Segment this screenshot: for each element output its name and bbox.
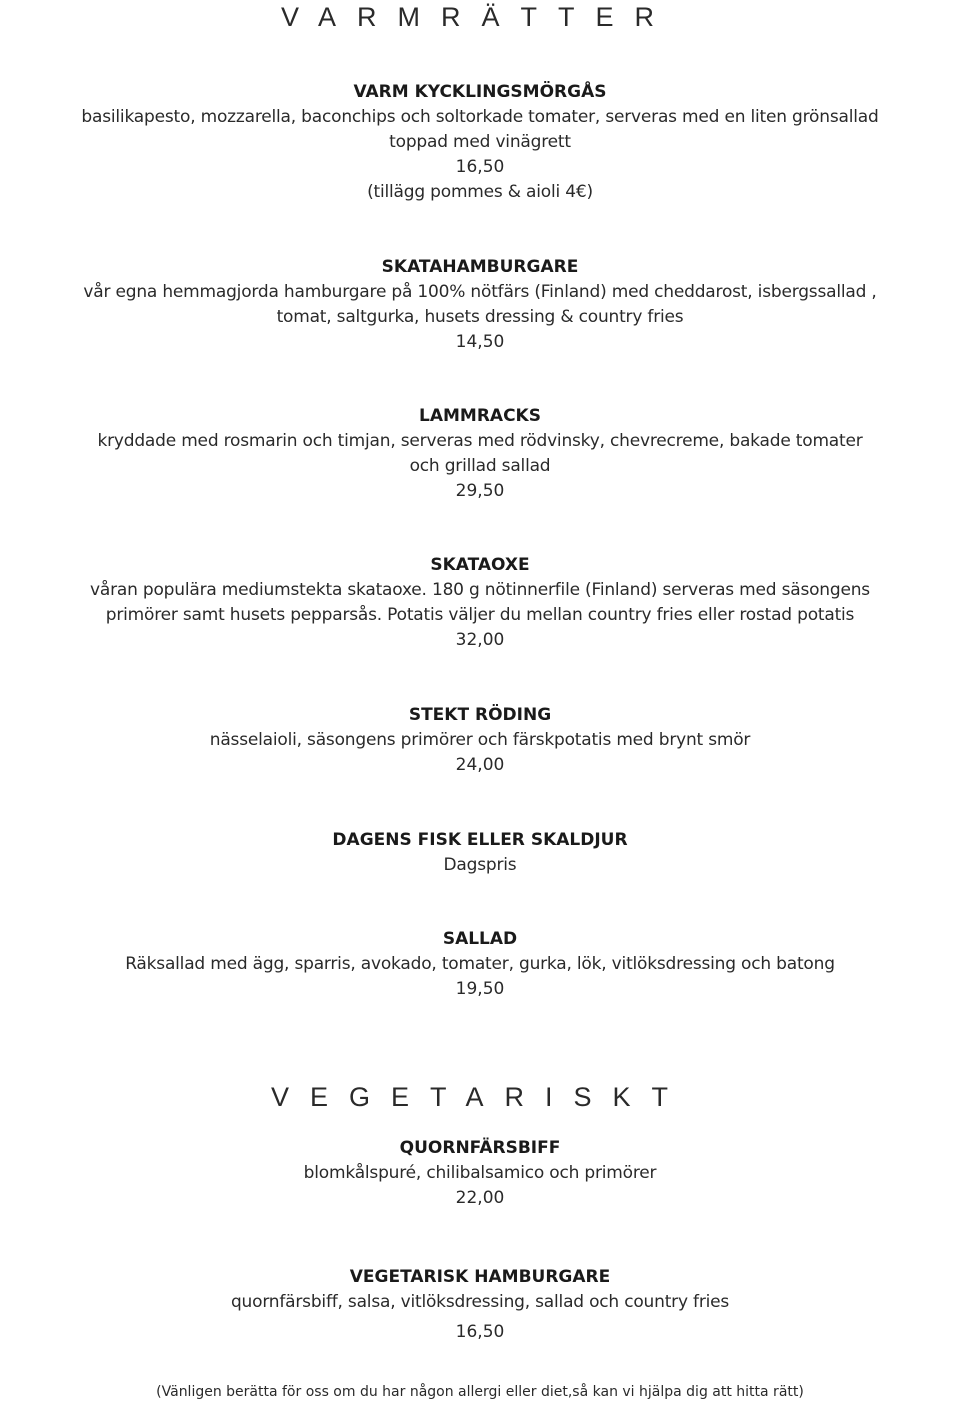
menu-item-lammracks bbox=[0, 404, 960, 504]
item-description-line: vår egna hemmagjorda hamburgare på 100% nötfärs (Finland) med cheddarost, isbergssallad , bbox=[83, 282, 877, 302]
item-price: 19,50 bbox=[455, 979, 505, 999]
item-extra: (tillägg pommes & aioli 4€) bbox=[367, 182, 593, 202]
item-description-line: våran populära mediumstekta skataoxe. 180 g nötinnerfile (Finland) serveras med säsongens bbox=[90, 580, 870, 600]
menu-item-kycklingsmorgas bbox=[0, 80, 960, 205]
item-price: 22,00 bbox=[455, 1188, 505, 1208]
item-description-line: blomkålspuré, chilibalsamico och primörer bbox=[303, 1163, 657, 1183]
item-price: 14,50 bbox=[455, 332, 505, 352]
item-name: VEGETARISK HAMBURGARE bbox=[349, 1267, 611, 1287]
allergy-footnote: (Vänligen berätta för oss om du har någon allergi eller diet,så kan vi hjälpa dig att hitta rätt) bbox=[156, 1384, 804, 1400]
item-name: VARM KYCKLINGSMÖRGÅS bbox=[353, 82, 607, 102]
item-description-line: och grillad sallad bbox=[409, 456, 551, 476]
item-description-line: Dagspris bbox=[443, 855, 517, 875]
section-title-vegetariskt: VEGETARISKT bbox=[270, 1082, 690, 1112]
item-name: SALLAD bbox=[442, 929, 518, 949]
item-price: 29,50 bbox=[455, 481, 505, 501]
item-name: SKATAHAMBURGARE bbox=[381, 257, 579, 277]
item-name: LAMMRACKS bbox=[419, 406, 541, 426]
item-description-line: basilikapesto, mozzarella, baconchips och soltorkade tomater, serveras med en liten grönsallad bbox=[81, 107, 879, 127]
item-price: 16,50 bbox=[455, 1322, 505, 1342]
item-name: STEKT RÖDING bbox=[408, 705, 552, 725]
item-description-line: quornfärsbiff, salsa, vitlöksdressing, sallad och country fries bbox=[230, 1292, 730, 1312]
item-description-line: primörer samt husets pepparsås. Potatis väljer du mellan country fries eller rostad potatis bbox=[105, 605, 855, 625]
menu-item-skataoxe bbox=[0, 553, 960, 653]
menu-item-dagens-fisk bbox=[0, 828, 960, 878]
item-name: DAGENS FISK ELLER SKALDJUR bbox=[332, 830, 628, 850]
item-description-line: nässelaioli, säsongens primörer och färskpotatis med brynt smör bbox=[209, 730, 751, 750]
item-description-line: toppad med vinägrett bbox=[389, 132, 571, 152]
menu-item-skatahamburgare bbox=[0, 255, 960, 355]
item-price: 16,50 bbox=[455, 157, 505, 177]
menu-item-vegetarisk-hamburgare bbox=[0, 1265, 960, 1345]
item-description-line: tomat, saltgurka, husets dressing & country fries bbox=[276, 307, 684, 327]
item-price: 24,00 bbox=[455, 755, 505, 775]
item-price: 32,00 bbox=[455, 630, 505, 650]
item-name: QUORNFÄRSBIFF bbox=[399, 1138, 561, 1158]
section-title-varmratter: VARMRÄTTER bbox=[280, 2, 675, 32]
menu-item-stekt-roding bbox=[0, 703, 960, 778]
menu-item-quornfarsbiff bbox=[0, 1136, 960, 1211]
item-description-line: Räksallad med ägg, sparris, avokado, tomater, gurka, lök, vitlöksdressing och batong bbox=[125, 954, 835, 974]
item-name: SKATAOXE bbox=[430, 555, 530, 575]
item-description-line: kryddade med rosmarin och timjan, serveras med rödvinsky, chevrecreme, bakade tomater bbox=[97, 431, 863, 451]
menu-item-sallad bbox=[0, 927, 960, 1002]
